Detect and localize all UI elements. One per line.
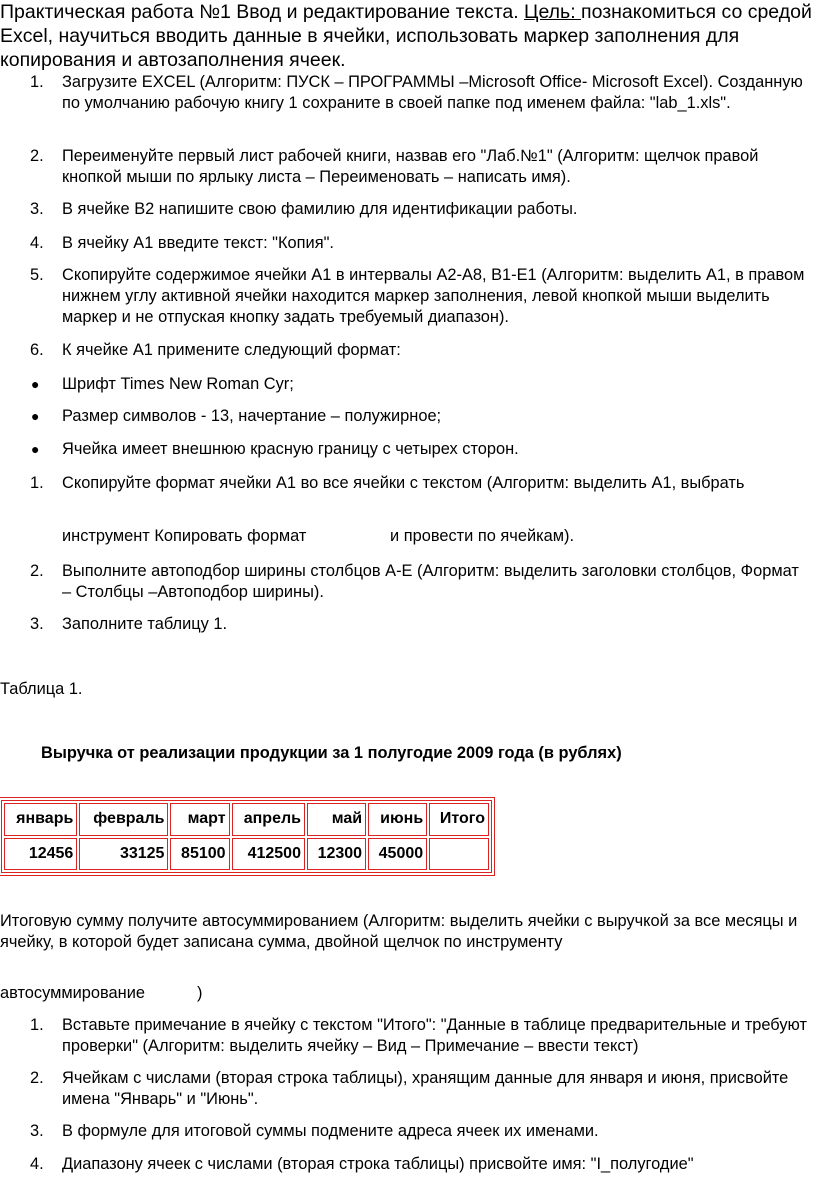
list-text: Ячейкам с числами (вторая строка таблицы), хранящим данные для января и июня, присвойте имена "Январь" и "Июнь".: [62, 1069, 789, 1108]
list-item: [0, 1121, 816, 1142]
table-heading: Выручка от реализации продукции за 1 полугодие 2009 года (в рублях): [41, 744, 622, 762]
goal-label: Цель:: [524, 1, 582, 23]
bullet-icon: ●: [31, 376, 40, 392]
document-title: [0, 0, 812, 72]
list-text: Диапазону ячеек с числами (вторая строка таблицы) присвойте имя: "I_полугодие": [62, 1155, 694, 1173]
list-text-continuation: и провести по ячейкам).: [390, 527, 575, 545]
bullet-icon: ●: [31, 441, 40, 457]
list-text: Выполните автоподбор ширины столбцов А-Е (Алгоритм: выделить заголовки столбцов, Формат – Столбцы –Автоподбор ширины).: [62, 562, 799, 601]
list-item: [0, 561, 816, 603]
list-item: [0, 614, 816, 635]
table-header-cell: январь: [4, 803, 77, 836]
list-number: 1.: [30, 474, 44, 492]
list-text: В ячейку А1 введите текст: "Копия".: [62, 234, 334, 252]
list-text-continuation: инструмент Копировать формат: [62, 527, 307, 545]
bullet-item: [0, 406, 816, 427]
bullet-item: [0, 374, 816, 395]
list-number: 4.: [30, 1155, 44, 1173]
list-text: Скопируйте содержимое ячейки А1 в интервалы А2-А8, В1-Е1 (Алгоритм: выделить А1, в правом нижнем углу активной ячейки находится маркер заполнения, левой кнопкой мыши выделить маркер и не отпуская кнопку задать требуемый диапазон).: [62, 266, 805, 326]
table-cell: 12456: [4, 838, 77, 871]
list-text: Вставьте примечание в ячейку с текстом "Итого": "Данные в таблице предварительные и требуют проверки" (Алгоритм: выделить ячейку – Вид – Примечание – ввести текст): [62, 1016, 807, 1055]
bullet-item: [0, 439, 816, 460]
list-text: К ячейке А1 примените следующий формат:: [62, 341, 401, 359]
list-number: 3.: [30, 615, 44, 633]
bullet-text: Ячейка имеет внешнюю красную границу с четырех сторон.: [62, 440, 519, 458]
list-item: [0, 1015, 816, 1057]
list-text: Загрузите EXCEL (Алгоритм: ПУСК – ПРОГРАММЫ –Microsoft Office- Microsoft Excel). Созданную по умолчанию рабочую книгу 1 сохраните в своей папке под именем файла: "lab_1.xls".: [62, 73, 803, 112]
autosum-label: автосуммирование: [0, 984, 145, 1002]
list-item: [0, 265, 816, 328]
table-header-cell: апрель: [232, 803, 305, 836]
list-item: [0, 199, 816, 220]
list-item: [0, 340, 816, 361]
list-text: Заполните таблицу 1.: [62, 615, 228, 633]
list-item: [0, 1068, 816, 1110]
list-number: 2.: [30, 1069, 44, 1087]
table-cell: [429, 838, 489, 871]
list-text: В формуле для итоговой суммы подмените адреса ячеек их именами.: [62, 1122, 599, 1140]
list-text: Скопируйте формат ячейки А1 во все ячейки с текстом (Алгоритм: выделить А1, выбрать: [62, 474, 745, 492]
title-main: Практическая работа №1 Ввод и редактирование текста.: [0, 1, 519, 23]
table-header-cell: Итого: [429, 803, 489, 836]
table-cell: 33125: [79, 838, 168, 871]
list-number: 3.: [30, 200, 44, 218]
autosum-closing: ): [197, 984, 203, 1002]
table-caption: Таблица 1.: [0, 680, 83, 698]
autosum-paragraph: Итоговую сумму получите автосуммированием (Алгоритм: выделить ячейки с выручкой за все месяцы и ячейку, в которой будет записана сумма, двойной щелчок по инструменту: [0, 912, 798, 951]
table-cell: 85100: [170, 838, 229, 871]
goal-text: познакомиться со средой Excel, научиться вводить данные в ячейки, использовать маркер заполнения для копирования и автозаполнения ячеек.: [0, 1, 812, 71]
list-item: [0, 473, 816, 494]
list-number: 2.: [30, 147, 44, 165]
bullet-text: Размер символов - 13, начертание – полужирное;: [62, 407, 442, 425]
table-header-cell: июнь: [368, 803, 427, 836]
table-cell: 412500: [232, 838, 305, 871]
list-item: [0, 146, 816, 188]
table-cell: 45000: [368, 838, 427, 871]
table-cell: 12300: [307, 838, 366, 871]
list-text: В ячейке В2 напишите свою фамилию для идентификации работы.: [62, 200, 578, 218]
bullet-icon: ●: [31, 408, 40, 424]
table-header-row: [4, 803, 489, 836]
table-row: [4, 838, 489, 871]
list-number: 6.: [30, 341, 44, 359]
list-item: [0, 1154, 816, 1175]
list-number: 3.: [30, 1122, 44, 1140]
table-header-cell: февраль: [79, 803, 168, 836]
list-number: 2.: [30, 562, 44, 580]
list-item: [0, 233, 816, 254]
table-header-cell: март: [170, 803, 229, 836]
bullet-text: Шрифт Times New Roman Cyr;: [62, 375, 294, 393]
list-text: Переименуйте первый лист рабочей книги, назвав его "Лаб.№1" (Алгоритм: щелчок правой кнопкой мыши по ярлыку листа – Переименовать – написать имя).: [62, 147, 759, 186]
list-number: 1.: [30, 1016, 44, 1034]
table-header-cell: май: [307, 803, 366, 836]
list-number: 1.: [30, 73, 44, 91]
list-item: [0, 72, 816, 132]
list-number: 4.: [30, 234, 44, 252]
revenue-table: [1, 800, 492, 873]
list-number: 5.: [30, 266, 44, 284]
